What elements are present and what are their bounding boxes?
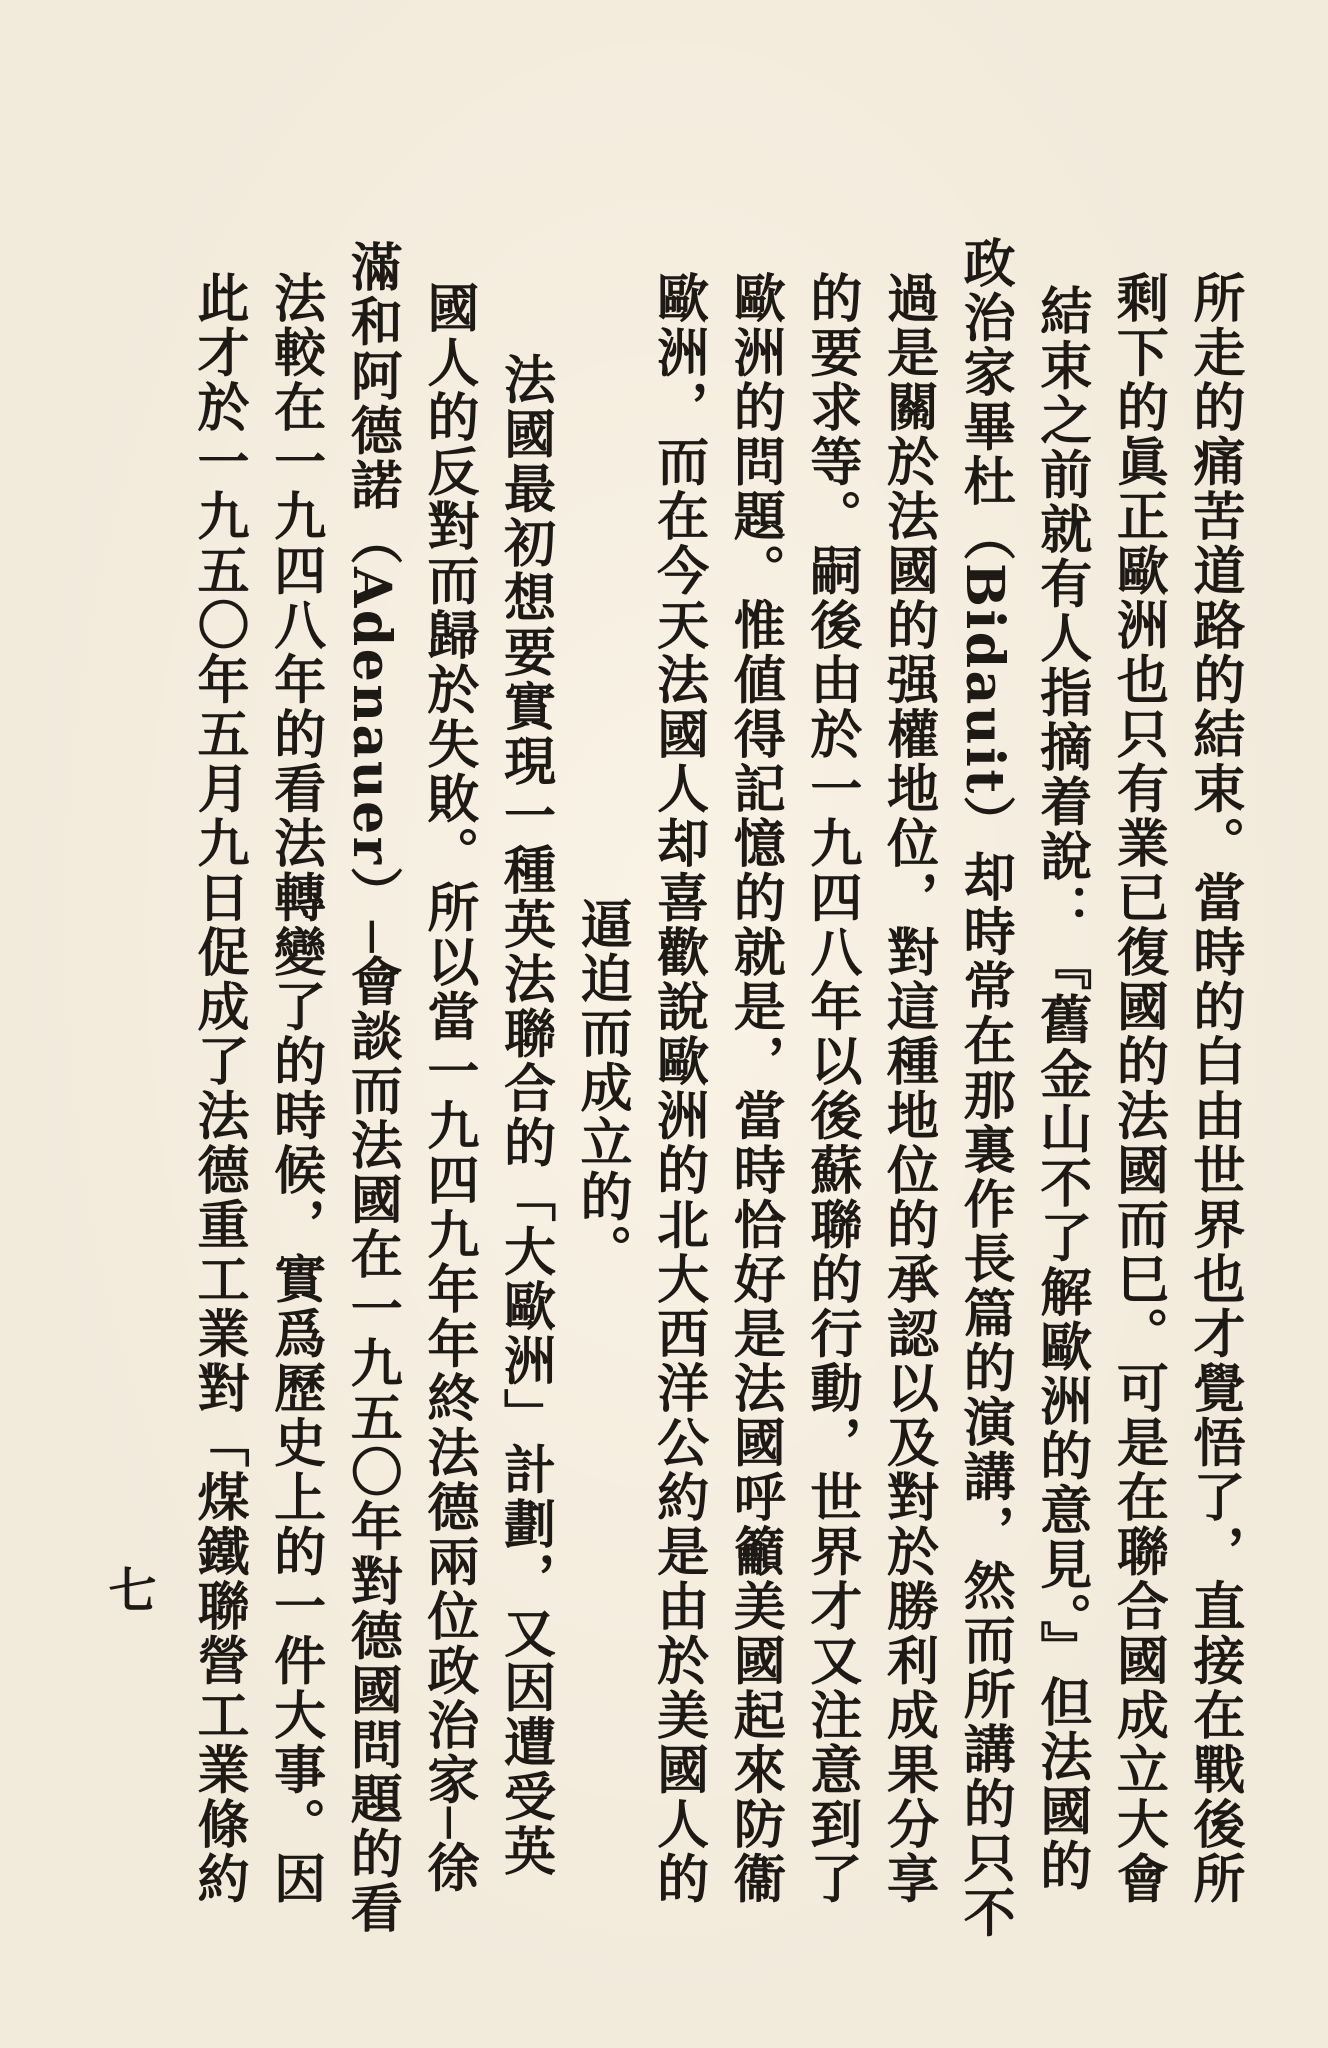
text-column-5: 過是關於法國的强權地位，對這種地位的承認以及對於勝利成果分享 xyxy=(877,270,939,1906)
text-column-3: 結束之前就有人指摘着說：『舊金山不了解歐洲的意見。』但法國的 xyxy=(1030,283,1092,1893)
vertical-text-body xyxy=(180,235,1245,1941)
text-column-2: 剩下的眞正歐洲也只有業已復國的法國而巳。可是在聯合國成立大會 xyxy=(1107,270,1169,1906)
text-column-9: 逼迫而成立的。 xyxy=(571,897,633,1279)
text-column-1: 所走的痛苦道路的結束。當時的白由世界也才覺悟了，直接在戰後所 xyxy=(1183,270,1245,1906)
text-column-4: 政治家畢杜（Bidauit）却時常在那裏作長篇的演講，然而所講的只不 xyxy=(954,235,1016,1941)
text-column-10: 法國最初想要實現一種英法聯合的「大歐洲」計劃，又因遭受英 xyxy=(494,297,556,1879)
text-column-14: 此才於一九五〇年五月九日促成了法德重工業對「煤鐵聯營工業條約 xyxy=(188,270,249,1906)
page-number: 七 xyxy=(100,1565,156,1613)
text-column-7: 歐洲的問題。惟値得記憶的就是，當時恰好是法國呼籲美國起來防衞 xyxy=(724,270,786,1906)
text-column-8: 歐洲，而在今天法國人却喜歡說歐洲的北大西洋公約是由於美國人的 xyxy=(647,270,709,1906)
text-column-12: 滿和阿德諾（Adenauer）─會談而法國在一九五〇年對德國問題的看 xyxy=(341,240,403,1936)
text-column-13: 法較在一九四八年的看法轉變了的時候，實爲歷史上的一件大事。因 xyxy=(264,270,326,1906)
text-column-6: 的要求等。嗣後由於一九四八年以後蘇聯的行動，世界才又注意到了 xyxy=(800,270,862,1906)
text-column-11: 國人的反對而歸於失敗。所以當一九四九年年終法德兩位政治家─徐 xyxy=(417,280,479,1896)
